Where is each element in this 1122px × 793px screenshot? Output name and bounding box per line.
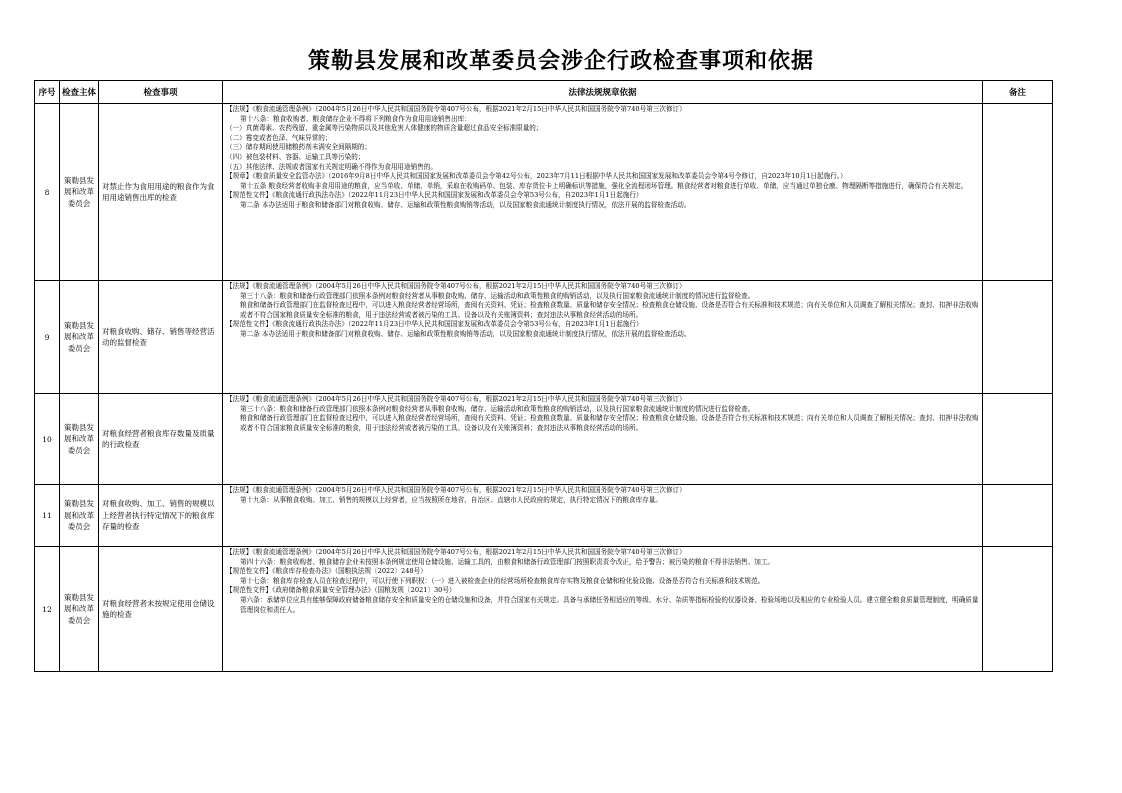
basis-line: 【法规】《粮食流通管理条例》（2004年5月26日中华人民共和国国务院令第407号公布，根据2021年2月15日中华人民共和国国务院令第740号第三次修订） <box>226 395 686 403</box>
basis-line: 【规范性文件】《粮食流通行政执法办法》（2022年11月23日中华人民共和国国家发展和改革委员会令第53号公布，自2023年1月1日起施行） <box>226 191 643 200</box>
header-basis: 法律法规规章依据 <box>223 81 983 104</box>
basis-line: 第四十六条：粮食收购者、粮食储存企业未按照本条例规定使用仓储设施、运输工具的，由粮食和储备行政管理部门按照职责责令改正，给予警告；被污染的粮食不得非法销售、加工。 <box>240 557 775 566</box>
basis-line: 第二条 本办法适用于粮食和储备部门对粮食收购、储存、运输和政策性粮食购销等活动，以及国家粮食流通统计制度执行情况，依法开展的监督检查活动。 <box>240 329 691 338</box>
basis-line: 【规范性文件】《粮食库存检查办法》（国粮执法规〔2022〕248号） <box>226 567 427 576</box>
basis-line: 【法规】《粮食流通管理条例》（2004年5月26日中华人民共和国国务院令第407号公布，根据2021年2月15日中华人民共和国国务院令第740号第三次修订） <box>226 282 686 290</box>
row-basis <box>223 394 983 485</box>
header-seq: 序号 <box>35 81 60 104</box>
row-basis <box>223 281 983 394</box>
row-basis <box>223 547 983 672</box>
header-item: 检查事项 <box>99 81 223 104</box>
header-note: 备注 <box>983 81 1053 104</box>
row-subject: 策勒县发展和改革委员会 <box>60 104 99 281</box>
basis-line: 【规范性文件】《政府储备粮食质量安全管理办法》（国粮发规〔2021〕30号） <box>226 586 456 595</box>
basis-line: 【法规】《粮食流通管理条例》（2004年5月26日中华人民共和国国务院令第407号公布，根据2021年2月15日中华人民共和国国务院令第740号第三次修订） <box>226 548 686 556</box>
basis-line: 粮食和储备行政管理部门在监督检查过程中，可以进入粮食经营者经营场所，查阅有关资料、凭证；检查粮食数量、质量和储存安全情况；检查粮食仓储设施、设备是否符合有关标准和技术规范；向有关单位和人员调查了解相关情况；查封、扣押非法收购或者不符合国家粮食质量安全标准的粮食，用于违法经营或者被污染的工具、设备以及有关账簿资料；查封违法从事粮食经营活动的场所。 <box>240 414 979 432</box>
header-subject: 检查主体 <box>60 81 99 104</box>
inspection-table <box>34 80 1053 672</box>
basis-line: （一）真菌毒素、农药残留、重金属等污染物质以及其他危害人体健康的物质含量超过食品安全标准限量的； <box>226 124 543 133</box>
basis-line: 第二条 本办法适用于粮食和储备部门对粮食收购、储存、运输和政策性粮食购销等活动，以及国家粮食流通统计制度执行情况，依法开展的监督检查活动。 <box>240 200 691 209</box>
table-row <box>35 104 1053 281</box>
row-item: 对粮食经营者未按规定使用仓储设施的检查 <box>99 547 223 672</box>
basis-line: 第十七条：粮食库存检查人员在检查过程中，可以行使下列职权：（一）进入被检查企业的经营场所检查粮食库存实物及粮食仓储和检化验设施、设备是否符合有关标准和技术规范。 <box>240 576 765 585</box>
basis-line: 第十五条 粮食经营者收购非食用用途的粮食，应当单收、单储、单销，采取在收购码单、包装、库存货位卡上明确标识等措施，强化全流程闭环管理。粮食经营者对粮食进行单收、单储，应当通过单独仓廒、物理隔断等措施进行，确保符合有关规定。 <box>240 181 968 190</box>
row-item: 对粮食经营者粮食库存数量及质量的行政检查 <box>99 394 223 485</box>
row-note <box>983 485 1053 547</box>
table-row <box>35 547 1053 672</box>
row-seq: 9 <box>35 281 60 394</box>
table-row <box>35 281 1053 394</box>
basis-line: 第十八条：粮食收购者、粮食储存企业不得将下列粮食作为食用用途销售出库： <box>240 114 471 123</box>
row-subject: 策勒县发展和改革委员会 <box>60 394 99 485</box>
row-note <box>983 394 1053 485</box>
table-body <box>35 104 1053 672</box>
basis-line: 【规章】《粮食质量安全监管办法》（2016年9月8日中华人民共和国国家发展和改革委员会令第42号公布，2023年7月11日根据中华人民共和国国家发展和改革委员会令第4号令修订，自2023年10月1日起施行。） <box>226 172 847 181</box>
row-subject: 策勒县发展和改革委员会 <box>60 281 99 394</box>
basis-line: （二）霉变或者色泽、气味异常的； <box>226 133 332 142</box>
row-subject: 策勒县发展和改革委员会 <box>60 485 99 547</box>
row-basis <box>223 485 983 547</box>
basis-line: 第十九条：从事粮食收购、加工、销售的规模以上经营者，应当按照所在地省、自治区、直辖市人民政府的规定，执行特定情况下的粮食库存量。 <box>240 495 662 504</box>
row-item: 对粮食收购、加工、销售的规模以上经营者执行特定情况下的粮食库存量的检查 <box>99 485 223 547</box>
row-seq: 10 <box>35 394 60 485</box>
basis-line: 第三十八条：粮食和储备行政管理部门依照本条例对粮食经营者从事粮食收购、储存、运输活动和政策性粮食的购销活动，以及执行国家粮食流通统计制度的情况进行监督检查。 <box>240 404 755 413</box>
row-basis <box>223 104 983 281</box>
basis-line: 【规范性文件】《粮食流通行政执法办法》（2022年11月23日中华人民共和国国家发展和改革委员会令第53号公布，自2023年1月1日起施行） <box>226 320 643 329</box>
basis-line: （四）被包装材料、容器、运输工具等污染的； <box>226 152 365 161</box>
page-title: 策勒县发展和改革委员会涉企行政检查事项和依据 <box>307 49 814 74</box>
header-row <box>35 81 1053 104</box>
row-note <box>983 281 1053 394</box>
row-seq: 11 <box>35 485 60 547</box>
basis-line: 【法规】《粮食流通管理条例》（2004年5月26日中华人民共和国国务院令第407号公布，根据2021年2月15日中华人民共和国国务院令第740号第三次修订） <box>226 486 686 494</box>
row-seq: 8 <box>35 104 60 281</box>
table-row <box>35 485 1053 547</box>
row-note <box>983 547 1053 672</box>
basis-line: 第三十八条：粮食和储备行政管理部门依照本条例对粮食经营者从事粮食收购、储存、运输活动和政策性粮食的购销活动，以及执行国家粮食流通统计制度的情况进行监督检查。 <box>240 291 755 300</box>
row-item: 对粮食收购、储存、销售等经营活动的监督检查 <box>99 281 223 394</box>
basis-line: （五）其他法律、法规或者国家有关规定明确不得作为食用用途销售的。 <box>226 162 437 171</box>
row-note <box>983 104 1053 281</box>
table-row <box>35 394 1053 485</box>
row-item: 对禁止作为食用用途的粮食作为食用用途销售出库的检查 <box>99 104 223 281</box>
basis-line: 第六条：承储单位应具有能够保障政府储备粮食储存安全和质量安全的仓储设施和设备，并符合国家有关规定。具备与承储任务相适应的等级、水分、杂质等指标检验的仪器设备、检验场地以及相应的专业检验人员。建立健全粮食质量管理制度，明确质量管理岗位和责任人。 <box>240 595 979 614</box>
basis-line: （三）储存期间使用储粮药剂未满安全间隔期的； <box>226 143 372 152</box>
basis-line: 【法规】《粮食流通管理条例》（2004年5月26日中华人民共和国国务院令第407号公布，根据2021年2月15日中华人民共和国国务院令第740号第三次修订） <box>226 105 686 113</box>
row-seq: 12 <box>35 547 60 672</box>
row-subject: 策勒县发展和改革委员会 <box>60 547 99 672</box>
basis-line: 粮食和储备行政管理部门在监督检查过程中，可以进入粮食经营者经营场所，查阅有关资料、凭证；检查粮食数量、质量和储存安全情况；检查粮食仓储设施、设备是否符合有关标准和技术规范；向有关单位和人员调查了解相关情况；查封、扣押非法收购或者不符合国家粮食质量安全标准的粮食，用于违法经营或者被污染的工具、设备以及有关账簿资料；查封违法从事粮食经营活动的场所。 <box>240 301 979 319</box>
